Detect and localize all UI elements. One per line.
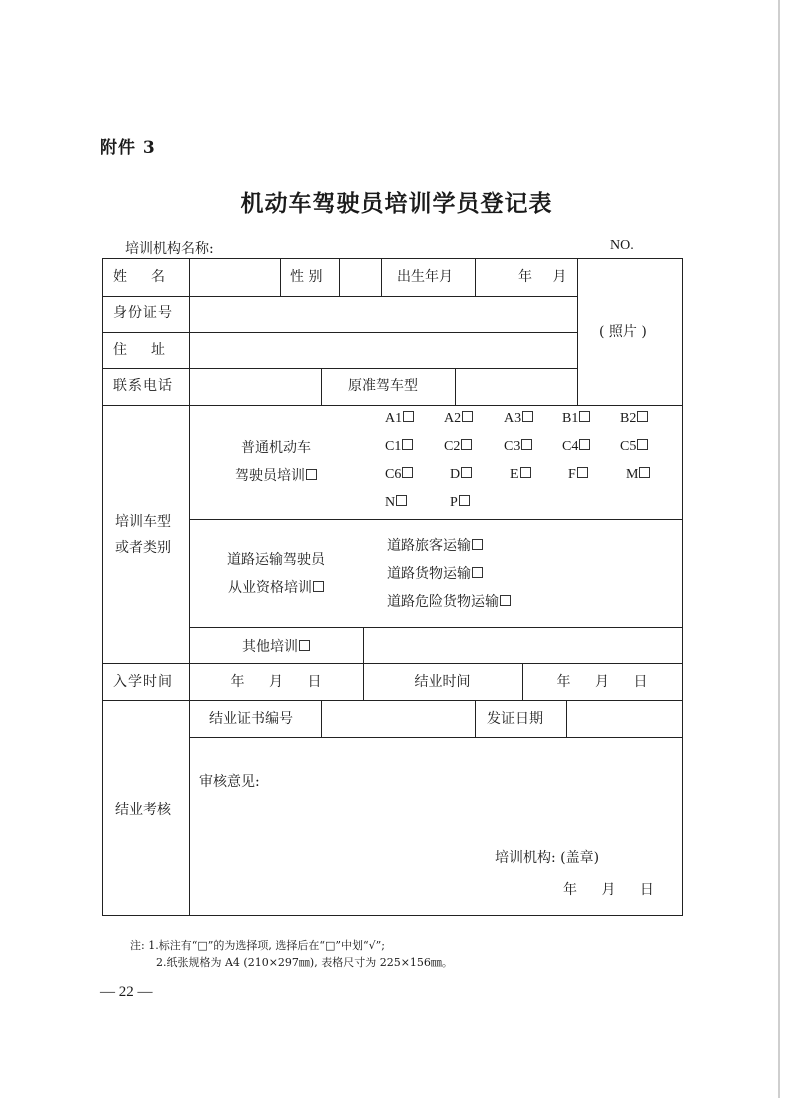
assessment-label: 结业考核 xyxy=(115,802,171,818)
grid-line xyxy=(339,259,340,296)
vehicle-type-label: C5 xyxy=(620,439,637,454)
grid-line xyxy=(321,700,322,737)
vehicle-type-label: C4 xyxy=(562,439,579,454)
vehicle-type-label: P xyxy=(450,495,458,510)
grid-line xyxy=(103,368,577,369)
vehicle-type-option[interactable] xyxy=(504,409,533,428)
training-type-label-line1: 培训车型 xyxy=(115,514,171,530)
general-driver-training-option[interactable]: 驾驶员培训 xyxy=(189,467,363,485)
grid-line xyxy=(103,296,577,297)
vehicle-type-label: C3 xyxy=(504,439,521,454)
grid-line xyxy=(189,737,682,738)
checkbox[interactable] xyxy=(402,439,413,450)
vehicle-type-option[interactable] xyxy=(510,465,531,484)
vehicle-type-option[interactable] xyxy=(504,437,532,456)
grid-line xyxy=(189,700,190,915)
transport-driver-label-line1: 道路运输驾驶员 xyxy=(227,552,325,568)
checkbox[interactable] xyxy=(396,495,407,506)
attachment-label: 附件 3 xyxy=(100,138,156,158)
checkbox[interactable] xyxy=(521,439,532,450)
page-title: 机动车驾驶员培训学员登记表 xyxy=(240,190,553,217)
checkbox[interactable] xyxy=(520,467,531,478)
checkbox[interactable] xyxy=(462,411,473,422)
vehicle-type-option[interactable] xyxy=(385,437,413,456)
review-opinion-label: 审核意见: xyxy=(199,774,260,790)
grid-line xyxy=(363,627,364,663)
scan-edge-line xyxy=(778,0,780,1098)
vehicle-type-option[interactable] xyxy=(450,465,472,484)
assessment-date-value: 年 月 日 xyxy=(563,882,654,898)
grid-line xyxy=(189,519,682,520)
grid-line xyxy=(577,259,578,405)
vehicle-type-label: D xyxy=(450,467,461,482)
vehicle-type-option[interactable] xyxy=(385,409,414,428)
vehicle-type-label: C1 xyxy=(385,439,402,454)
vehicle-type-label: B1 xyxy=(562,411,579,426)
birth-date-label: 出生年月 xyxy=(397,269,453,285)
vehicle-type-label: E xyxy=(510,467,519,482)
enroll-date-value: 年 月 日 xyxy=(230,674,322,690)
checkbox[interactable] xyxy=(579,411,590,422)
vehicle-type-label: A2 xyxy=(444,411,462,426)
grid-line xyxy=(189,259,190,296)
checkbox[interactable] xyxy=(577,467,588,478)
gender-label: 性 别 xyxy=(290,269,323,285)
phone-label: 联系电话 xyxy=(113,378,173,394)
vehicle-type-option[interactable] xyxy=(450,493,470,512)
checkbox[interactable] xyxy=(500,595,511,606)
graduate-date-value: 年 月 日 xyxy=(556,674,648,690)
vehicle-type-label: A1 xyxy=(385,411,403,426)
page-number: — 22 — xyxy=(100,984,153,1000)
grid-line xyxy=(475,700,476,737)
graduate-date-label: 结业时间 xyxy=(414,674,471,690)
other-training-option[interactable]: 其他培训 xyxy=(189,638,363,656)
checkbox[interactable] xyxy=(579,439,590,450)
checkbox[interactable] xyxy=(637,411,648,422)
vehicle-type-option[interactable] xyxy=(626,465,650,484)
checkbox[interactable] xyxy=(639,467,650,478)
number-label: NO. xyxy=(610,238,634,253)
vehicle-type-option[interactable] xyxy=(562,437,590,456)
passenger-transport-option[interactable]: 道路旅客运输 xyxy=(387,537,483,555)
issue-date-label: 发证日期 xyxy=(487,711,543,727)
checkbox[interactable] xyxy=(402,467,413,478)
grid-line xyxy=(189,296,190,405)
vehicle-type-option[interactable] xyxy=(385,465,413,484)
vehicle-type-label: C6 xyxy=(385,467,402,482)
transport-qualification-option[interactable]: 从业资格培训 xyxy=(189,579,363,597)
vehicle-type-option[interactable] xyxy=(444,409,473,428)
dangerous-goods-option[interactable]: 道路危险货物运输 xyxy=(387,593,511,611)
checkbox[interactable] xyxy=(403,411,414,422)
grid-line xyxy=(566,700,567,737)
vehicle-type-option[interactable] xyxy=(620,409,648,428)
vehicle-type-option[interactable] xyxy=(620,437,648,456)
checkbox[interactable] xyxy=(522,411,533,422)
general-driver-label-line1: 普通机动车 xyxy=(241,440,311,456)
id-number-label: 身份证号 xyxy=(113,305,173,321)
name-label: 姓名 xyxy=(113,269,189,285)
vehicle-type-option[interactable] xyxy=(444,437,472,456)
vehicle-type-option[interactable] xyxy=(385,493,407,512)
training-type-label-line2: 或者类别 xyxy=(115,540,171,556)
address-label: 住址 xyxy=(113,342,189,358)
checkbox[interactable] xyxy=(306,469,317,480)
vehicle-type-label: F xyxy=(568,467,576,482)
vehicle-type-label: B2 xyxy=(620,411,637,426)
form-notes xyxy=(130,937,453,971)
checkbox[interactable] xyxy=(472,567,483,578)
checkbox[interactable] xyxy=(299,640,310,651)
checkbox[interactable] xyxy=(313,581,324,592)
note-line-1: 注: 1.标注有“□”的为选择项, 选择后在“□”中划“√”; xyxy=(130,939,385,952)
checkbox[interactable] xyxy=(461,439,472,450)
license-type-label: 原准驾车型 xyxy=(348,378,418,394)
vehicle-type-label: A3 xyxy=(504,411,522,426)
birth-date-value: 年 月 xyxy=(518,269,567,285)
grid-line xyxy=(280,259,281,296)
note-line-2: 2.纸张规格为 A4 (210×297㎜), 表格尺寸为 225×156㎜。 xyxy=(156,956,453,969)
checkbox[interactable] xyxy=(461,467,472,478)
photo-placeholder: ( 照片 ) xyxy=(599,324,647,340)
vehicle-type-label: C2 xyxy=(444,439,461,454)
enroll-date-label: 入学时间 xyxy=(113,674,173,690)
vehicle-type-label: N xyxy=(385,495,396,510)
org-seal-label: 培训机构: (盖章) xyxy=(495,850,600,866)
vehicle-type-option[interactable] xyxy=(568,465,588,484)
freight-transport-option[interactable]: 道路货物运输 xyxy=(387,565,483,583)
vehicle-type-label: M xyxy=(626,467,639,482)
vehicle-type-option[interactable] xyxy=(562,409,590,428)
cert-number-label: 结业证书编号 xyxy=(209,711,293,727)
grid-line xyxy=(103,332,577,333)
registration-form xyxy=(102,258,683,916)
grid-line xyxy=(321,368,322,405)
org-name-label: 培训机构名称: xyxy=(125,241,214,257)
grid-line xyxy=(455,368,456,405)
checkbox[interactable] xyxy=(637,439,648,450)
checkbox[interactable] xyxy=(459,495,470,506)
checkbox[interactable] xyxy=(472,539,483,550)
grid-line xyxy=(381,259,382,296)
grid-line xyxy=(475,259,476,296)
grid-line xyxy=(189,627,682,628)
